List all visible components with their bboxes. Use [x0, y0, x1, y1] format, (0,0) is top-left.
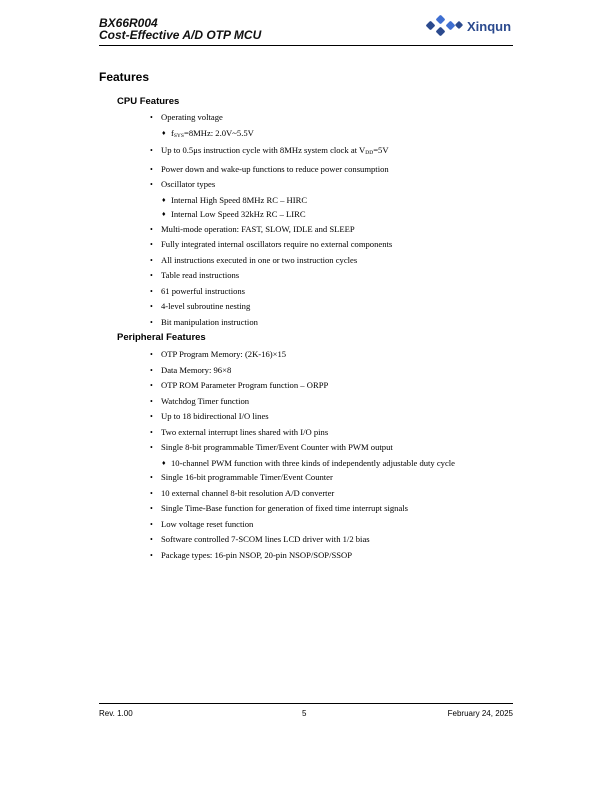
list-item: • Low voltage reset function: [150, 517, 455, 533]
list-item: • Software controlled 7-SCOM lines LCD driver with 1/2 bias: [150, 532, 455, 548]
list-subitem: ♦ Internal High Speed 8MHz RC – HIRC: [162, 194, 308, 205]
list-item: • All instructions executed in one or two instruction cycles: [150, 253, 392, 269]
peripheral-features-heading: Peripheral Features: [117, 332, 206, 343]
list-item: • 61 powerful instructions: [150, 284, 392, 300]
part-number: BX66R004: [99, 16, 158, 30]
list-item: • Package types: 16-pin NSOP, 20-pin NSOP/SOP/SSOP: [150, 548, 455, 564]
list-item: • Up to 18 bidirectional I/O lines: [150, 409, 455, 425]
list-item: • Single 16-bit programmable Timer/Event Counter: [150, 470, 455, 486]
list-subitem: ♦ Internal Low Speed 32kHz RC – LIRC: [162, 209, 306, 219]
list-subitem: ♦ $f_{SYS}=8MHz$: 2.0V~5.5V: [162, 127, 254, 139]
cpu-features-heading: CPU Features: [117, 96, 180, 107]
list-item: • Two external interrupt lines shared with I/O pins: [150, 425, 455, 441]
list-item: • OTP ROM Parameter Program function – ORPP: [150, 378, 455, 394]
list-item: • Operating voltage: [150, 110, 392, 126]
footer-page-number: 5: [302, 709, 307, 718]
list-item: • Oscillator types: [150, 177, 392, 193]
list-item: • Bit manipulation instruction: [150, 315, 392, 331]
list-item: • Table read instructions: [150, 268, 392, 284]
list-subitem: ♦ 10-channel PWM function with three kinds of independently adjustable duty cycle: [162, 457, 455, 468]
list-item: • Data Memory: 96×8: [150, 363, 455, 379]
footer-rule: [99, 703, 513, 704]
cpu-features-list: [150, 110, 392, 330]
list-item: • Up to 0.5μs instruction cycle with 8MHz system clock at $V_{DD}=5V$: [150, 143, 392, 162]
footer-revision: Rev. 1.00: [99, 709, 133, 718]
list-item: • Power down and wake-up functions to reduce power consumption: [150, 162, 392, 178]
list-item: • Watchdog Timer function: [150, 394, 455, 410]
header-rule: [99, 45, 513, 46]
peripheral-features-list: [150, 347, 455, 563]
list-item: • Single Time-Base function for generation of fixed time interrupt signals: [150, 501, 455, 517]
list-item: • Fully integrated internal oscillators require no external components: [150, 237, 392, 253]
logo-text: Xinqun: [467, 18, 512, 34]
list-item: • 4-level subroutine nesting: [150, 299, 392, 315]
list-item: • OTP Program Memory: (2K-16)×15: [150, 347, 455, 363]
footer-date: February 24, 2025: [447, 709, 513, 718]
document-subtitle: Cost-Effective A/D OTP MCU: [99, 28, 262, 42]
section-title: Features: [99, 70, 150, 84]
list-item: • Multi-mode operation: FAST, SLOW, IDLE and SLEEP: [150, 222, 392, 238]
list-item: • 10 external channel 8-bit resolution A/D converter: [150, 486, 455, 502]
xinqun-logo-icon: [425, 13, 465, 39]
list-item: • Single 8-bit programmable Timer/Event Counter with PWM output: [150, 440, 455, 456]
company-logo: [425, 13, 517, 39]
